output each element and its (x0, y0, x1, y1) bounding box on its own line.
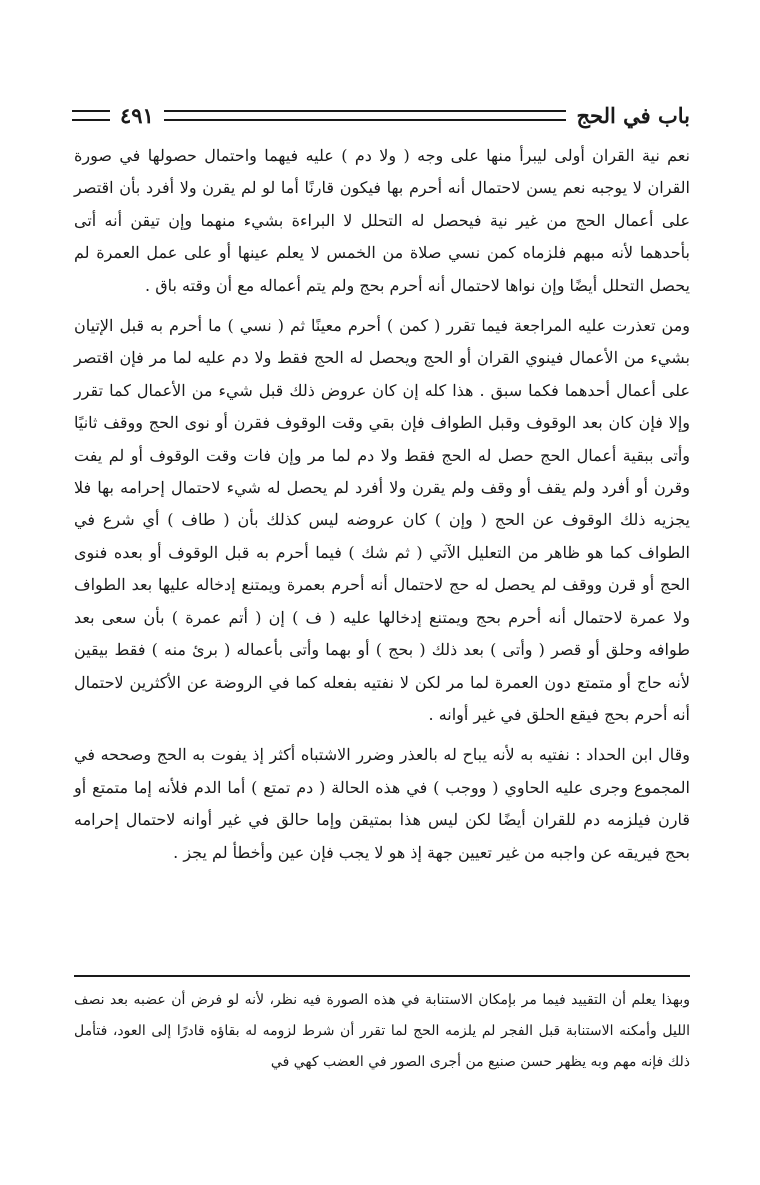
paragraph: وقال ابن الحداد : نفتيه به لأنه يباح له بالعذر وضرر الاشتباه أكثر إذ يفوت به الحج وصححه في المجموع وجرى عليه الحاوي ( ووجب ) في هذه الحالة ( دم تمتع ) أما الدم فلأنه إما متمتع أو قارن فيلزمه دم للقران أيضًا لكن ليس هذا بمتيقن وإما حالق في غير أوانه لاحتمال إحرامه بحج فيريقه عن واجبه من غير تعيين جهة إذ هو لا يجب فإن عين وأخطأ لم يجز . (74, 745, 690, 862)
header-rule (164, 110, 567, 121)
paragraph: نعم نية القران أولى ليبرأ منها على وجه ( ولا دم ) عليه فيهما واحتمال حصولها في صورة القران لا يوجبه نعم يسن لاحتمال أنه أحرم بها فيكون قارنًا أما لو لم يقرن ولا أفرد بأن اقتصر على أعمال الحج من غير نية فيحصل له التحلل لا البراءة بشيء منهما وإن تيقن أنه أتى بأحدهما لأنه مبهم فلزماه كمن نسي صلاة من الخمس لا يعلم عينها أو على عمل العمرة لم يحصل التحلل أيضًا وإن نواها لاحتمال أنه أحرم بحج ولم يتم أعماله مع أن وقته باق . (74, 146, 690, 295)
footnote-divider (74, 975, 690, 977)
chapter-title: باب في الحج (576, 102, 690, 128)
header-rule-short (72, 110, 110, 121)
page-number: ٤٩١ (120, 102, 154, 128)
paragraph: ومن تعذرت عليه المراجعة فيما تقرر ( كمن ) أحرم معينًا ثم ( نسي ) ما أحرم به قبل الإتيان بشيء من الأعمال فينوي القران أو الحج ويحصل له الحج فقط ولا دم عليه لما مر فإن اقتصر على أعمال أحدهما فكما سبق . هذا كله إن كان عروض ذلك قبل شيء من الأعمال كما تقرر وإلا فإن كان بعد الوقوف وقبل الطواف فإن بقي وقت الوقوف فقرن أو نوى الحج ووقف ثانيًا وأتى ببقية أعمال الحج حصل له الحج فقط ولا دم لما مر وإن فات وقت الوقوف أو لم يفت وقرن أو أفرد ولم يقف أو وقف ولم يقرن ولا أفرد لم يحصل له شيء لاحتمال إحرامه بها فلا يجزيه ذلك الوقوف عن الحج ( وإن ) كان عروضه ليس كذلك بأن ( طاف ) أي شرع في الطواف كما هو ظاهر من التعليل الآتي ( ثم شك ) فيما أحرم به قبل الوقوف أو بعده فنوى الحج أو قرن ووقف لم يحصل له حج لاحتمال أنه أحرم بعمرة ويمتنع إدخاله عليها بعد الطواف ولا عمرة لاحتمال أنه أحرم بحج ويمتنع إدخالها عليه ( ف ) إن ( أتم عمرة ) بأن سعى بعد طوافه وحلق أو قصر ( وأتى ) بعد ذلك ( بحج ) أو بهما وأتى بأعماله ( برئ منه ) فقط بيقين لأنه حاج أو متمتع دون العمرة لما مر لكن لا نفتيه بفعله كما في الروضة عن الأكثرين لاحتمال أنه أحرم بحج فيقع الحلق في غير أوانه . (74, 316, 690, 724)
footnote: وبهذا يعلم أن التقييد فيما مر بإمكان الاستنابة في هذه الصورة فيه نظر، لأنه لو فرض أن عضبه بعد نصف الليل وأمكنه الاستنابة قبل الفجر لم يلزمه الحج لما تقرر أن شرط لزومه له بقاؤه قادرًا إلى العود، فتأمل ذلك فإنه مهم وبه يظهر حسن صنيع من أجرى الصور في العضب كهي في (74, 992, 690, 1070)
page-header (72, 95, 690, 135)
main-text (74, 140, 690, 869)
